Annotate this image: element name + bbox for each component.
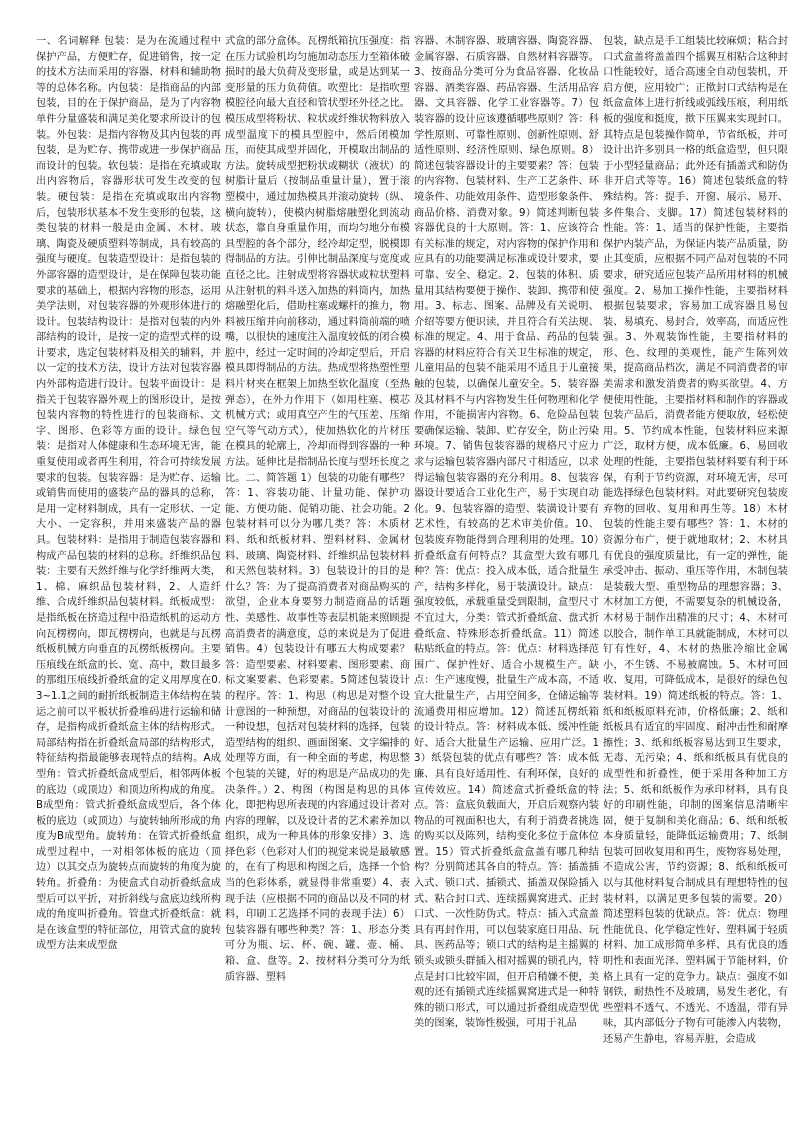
column-text: 一、名词解释 包装：是为在流通过程中保护产品，方便贮存，促进销售，按一定的技术方法而采用的容器、材料和辅助物等的总体名称。内包装：是指商品的内部包装，目的在于保护商品，是为了内容物单件分量盛装和满足美化要求所设计的包装。外包装：是指内容物及其内包装的再包装，是为贮存、携带或进一步保护商品而设计的包装。软包装：是指在充填或取出内容物后，容器形状可发生改变的包装。硬包装：是指在充填或取出内容物后，包装形状基本不发生变形的包装，这类包装的材料一般是由金属、木材、玻璃、陶瓷及硬质塑料等制成，具有较高的强度与硬度。包装造型设计：是指包装的外部容器的造型设计，是在保障包装功能要求的基础上，根据内容物的形态，运用美学法则，对包装容器的外观形体进行的设计。包装结构设计：是指对包装的内外部结构的设计，是按一定的造型式样的设计要求，选定包装材料及相关的辅料，并以一定的技术方法，设计方法对包装容器内外部构造进行设计。包装平面设计：是指关于包装容器外观上的图形设计，是按包装内容物的特性进行的包装商标、文字、图形、色彩等方面的设计。绿色包装：是指对人体健康和生态环境无害，能重复使用或者再生利用，符合可持续发展要求的包装。包装容器：是为贮存、运输或销售而使用的盛装产品的器具的总称，是用一定材料制成，具有一定形状、一定大小、一定容积，并用来盛装产品的器具。包装材料：是指用于制造包装容器和构成产品包装的材料的总称。纤维织品包装：主要有天然纤维与化学纤维两大类，1、棉、麻织品包装材料，2、人造纤维、合成纤维织品包装材料。纸板成型：是指纸板在挤造过程中沿造纸机的运动方向瓦楞楞向，即瓦楞楞向，也就是与瓦楞纸板机械方向垂直的瓦楞纸板楞向。主要压痕线在纸盒的长、宽、高中，数目最多的那组压痕线折叠纸盒的定义用厚度在0.3~1.1之间的耐折纸板制造主体结构在装运之前可以平板状折叠堆码进行运输和储存，是指构成折叠纸盒主体的结构形式。局部结构指在折叠纸盒局部的结构形式，特征结构指最能够表现特点的结构。A成型角：管式折叠纸盒成型后，相邻两体板的底边（或顶边）和顶边所构成的角度。B成型角：管式折叠纸盒成型后，各个体板的底边（或顶边）与旋转轴所形成的角度为B成型角。旋转角：在管式折叠纸盒成型过程中，一对相邻体板的底边（顶边）以其交点为旋转点而旋转的角度为旋转角。折叠角：为使盒式自动折叠纸盒成型后可以平折，对折斜线与盒底边线所构成的角度叫折叠角。管盘式折叠纸盒：就是在该盒型的特征部位，用管式盒的旋转成型方法来成型盘 (36, 36, 221, 952)
column-text: 包装，缺点是手工组装比较麻烦；粘合封口式盒盖将盖盖四个摇翼互相粘合这种封口性能较好，适合高速全自动包装机，开启方便，应用较广；正揿封口式结构是在纸盒盒体上进行折线或弧线压痕，利用纸板的强度和挺度，揿下压翼来实现封口。其特点是包装操作简单，节省纸板，并可设计出许多别具一格的纸盒造型，但只限于小型轻量商品；此外还有插盖式和防伪非开启式等等。16）简述包装纸盒的特殊结构。答：提手、开窗、展示、易开、多件集合、支脚。17）简述包装材料的性能。答：1、适当的保护性能，主要指保护内装产品，为保证内装产品质量，防止其变质，应根据不同产品对包装的不同要求，研究适应包装产品所用材料的机械强度。2、易加工操作性能，主要指材料根据包装要求，容易加工成容器且易包装、易填充、易封合，效率高，而适应性强。3、外观装饰性能，主要指材料的形、色、纹理的美观性，能产生陈列效果，提高商品档次，满足不同消费者的审美需求和激发消费者的购买欲望。4、方便使用性能，主要指材料和制作的容器或包装产品后，消费者能方便取放，轻松使用。5、节约成本性能，包装材料应来源广泛，取材方便，成本低廉。6、易回收处理的性能，主要指包装材料要有利于环保，有利于节约资源，对环境无害，尽可能选择绿色包装材料。对此要研究包装废弃物的回收、复用和再生等。18）木材包装的性能主要有哪些？答：1、木材的资源分布广，便于就地取材；2、木材具有优良的强度质量比，有一定的弹性，能承受冲击、振动、重压等作用，木制包装是装载大型、重型物品的理想容器；3、木材加工方便，不需要复杂的机械设备，木材易于制作出精准的尺寸；4、木材可以胶合，制作单工具就能制成，木材可以钉有性好，4、木材的热胀冷缩比金属小，不生锈、不易被腐蚀。5、木材可回收、复用，可降低成本，是很好的绿色包装材料。19）简述纸板的特点。答：1、纸和纸板原料充沛，价格低廉；2、纸和纸板具有适宜的牢固度、耐冲击性和耐摩擦性；3、纸和纸板容易达到卫生要求，无毒、无污染；4、纸和纸板具有优良的成型性和折叠性，便于采用各种加工方法；5、纸和纸板作为承印材料，具有良好的印刷性能，印制的图案信息清晰牢固，便于复制和美化商品；6、纸和纸板本身质量轻，能降低运输费用；7、纸制包装可回收复用和再生，废物容易处理，不造成公害，节约资源；8、纸和纸板可以与其他材料复合制成具有理想特性的包装材料，以满足更多包装的需要。20）简述塑料包装的优缺点。答：优点：物理性能优良、化学稳定性好、塑料属于轻质材料、加工成形简单多样、具有优良的透明性和表面光泽、塑料属于节能材料，价格上具有一定的竞争力。缺点：强度不如钢铁，耐热性不及玻璃，易发生老化，有些塑料不透气、不透光、不透温，带有异味，其内部低分子物有可能渗入内装物，还易产生静电，容易弄脏，会造成 (603, 36, 788, 1045)
column-text: 式盒的部分盒体。瓦楞纸箱抗压强度：指在压力试验机均匀施加动态压力至箱体破损时的最大负荷及变形量，或是达到某一变形量的压力负荷值。吹塑比：是指吹塑模腔径向最大直径和管状型坯外径之比。模压成型将粉状、粒状或纤维状物料放入成型温度下的模具型腔中，然后闭模加压，而使其成型并固化，开模取出制品的方法。旋转成型把粉状或糊状（液状）的树脂计量后（按制品重量计量），置于滚塑模中，通过加热模具并滚动旋转（纵、横向旋转），使模内树脂熔融塑化到流动状态，靠自身重量作用，而均匀地分布模具型腔的各个部分，经冷却定型，脱模即得制品的方法。引伸比制品深度与宽度或直径之比。注射成型将容器状或粒状塑料从注射机的料斗送入加热的料筒内，加热熔融塑化后，借助柱塞或螺杆的推力，物料被压缩并向前移动，通过料筒前端的喷嘴，以很快的速度注入温度较低的闭合模腔中，经过一定时间的冷却定型后，开启模具即得制品的方法。热成型将热塑性塑料片材夹在框架上加热至软化温度（至热弹态），在外力作用下（如用柱塞、模芯机械方式；或用真空产生的气压差、压缩空气等气动方式），使加热软化的片材压在模具的轮廓上，冷却而得到容器的一种方法。延伸比是指制品长度与型坯长度之比。二、简答题 1）包装的功能有哪些？答：1、容装功能、计量功能、保护功能、方便功能、促销功能、社会功能。2包装材料可以分为哪几类？答：木质材料、纸和纸板材料、塑料材料、金属材料、玻璃、陶瓷材料、纤维织品包装材料和天然包装材料。3）包装设计的目的是什么？答：为了提高消费者对商品购买的欲望，企业本身要努力制造商品的话题性、美感性、故事性等表层机能来照顾提高消费者的满意度，总的来说是为了促进销售。4）包装设计有哪五大构成要素？答：造型要素、材料要素、图形要素、商标文案要素、色彩要素。5简述包装设计的程序。答：1、构思（构思是对整个设计意图的一种预想，对商品的包装设计的一种设想，包括对包装材料的选择，包装造型结构的组织、画面图案、文字编排的处理等方面，有一种全面的考虑，构思整个包装的关键，好的构思是产品成功的先决条件。）2、构图（构图是构思的具体化，即把构思所表现的内容通过设计者对内容的理解，以及设计者的艺术素养加以组织，成为一种具体的形象安排）3、选择色彩（色彩对人们的视觉来说是最敏感的，在有了构思和构图之后，选择一个恰当的色彩体系，就显得非常重要）4、表现手法（应根据不同的商品以及不同的材料，印刷工艺选择不同的表现手法）6）包装容器有哪些种类？答：1、形态分类可分为瓶、坛、杯、碗、罐、壶、桶、箱、盒、盘等。2、按材料分类可分为纸质容器、塑料 (225, 36, 410, 983)
text-column-4 (603, 34, 788, 1126)
text-column-2 (225, 34, 410, 1126)
text-column-3 (414, 34, 599, 1126)
text-column-1 (36, 34, 221, 1126)
column-text: 容器、木制容器、玻璃容器、陶瓷容器、金属容器、石质容器、自然材料容器等。3、按商品分类可分为食品容器、化妆品容器、酒类容器、药品容器、生活用品容器、文具容器、化学工业容器等。7）包装容器的设计应该遵循哪些原则？答：科学性原则、可靠性原则、创新性原则、舒适性原则、经济性原则、绿色原则。8）简述包装容器设计的主要要素？答：包装的内容物、包装材料、生产工艺条件、环境条件、功能效用条件、造型形象条件、商品价格、消费对象。9）简述判断包装容器优良的十大原则。答：1、应该符合有关标准的规定，对内容物的保护作用和应具有的功能要满足标准或设计要求，要可靠、安全、稳定。2、包装的体积、质量用其结构要便于操作、装卸、携带和使用。3、标志、图案、品牌及有关说明、介绍等要方便识读，并且符合有关法规、标准的规定。4、用于食品、药品的包装容器的材料应符合有关卫生标准的规定，儿童用品的包装不能采用不适且于儿童接触的包装，以确保儿童安全。5、装容器及其材料不与内容物发生任何物理和化学作用，不能损害内容物。6、危险品包装要确保运输、装卸、贮存安全，防止污染环境。7、销售包装容器的规格尺寸应力求与运输包装容器内部尺寸相适应，以求得运输包装容器的充分利用。8、包装容器设计要适合工业化生产，易于实现自动化。9、包装容器的造型、装潢设计要有艺术性，有较高的艺术审美价值。10、包装废弃物能得到合理利用的处理。10）折叠纸盒有何特点？其盒型大致有哪几种？答：优点：投入成本低，适合批量生产，结构多样化，易于装潢设计。缺点：强度较低，承载重量受到限制，盒型尺寸不宜过大，分类：管式折叠纸盒、盘式折叠纸盒、特殊形态折叠纸盒。11）简述粘贴纸盒的特点。答：优点：材料选择范围广、保护性好、适合小规模生产。缺点：生产速度慢，批量生产成本高，不适宜大批量生产，占用空间多，仓储运输等流通费用相应增加。12）简述瓦楞纸箱的设计特点。答：材料成本低、缓冲性能好、适合大批量生产运输、应用广泛。13）纸袋包装的优点有哪些？答：成本低廉、具有良好适用性、有利环保，良好的宣传效应。14）简述盒式折叠纸盒的特点。答：盒底负载面大，开启后观察内装物品的可视面积也大，有利于消费者挑选的购买以及陈列，结构变化多位于盒体位置。15）管式折叠纸盒盒盖有哪几种结构？分别简述其各自的特点。答：插盖插入式、锁口式、插锁式、插盖双保险插入式、粘合封口式、连续摇翼窝进式、正封口式、一次性防伪式。特点：插入式盒盖具有再封作用，可以包装家庭日用品、玩具、医药品等；锁口式的结构是主摇翼的锁头或锁头群插入相对摇翼的锁孔内，特点是封口比较牢固，但开启稍嫌不便，美观的还有插锁式连续摇翼窝进式是一种特殊的锁口形式，可以通过折叠组成造型优美的图案，装饰性极强，可用于礼品 (414, 36, 599, 1030)
